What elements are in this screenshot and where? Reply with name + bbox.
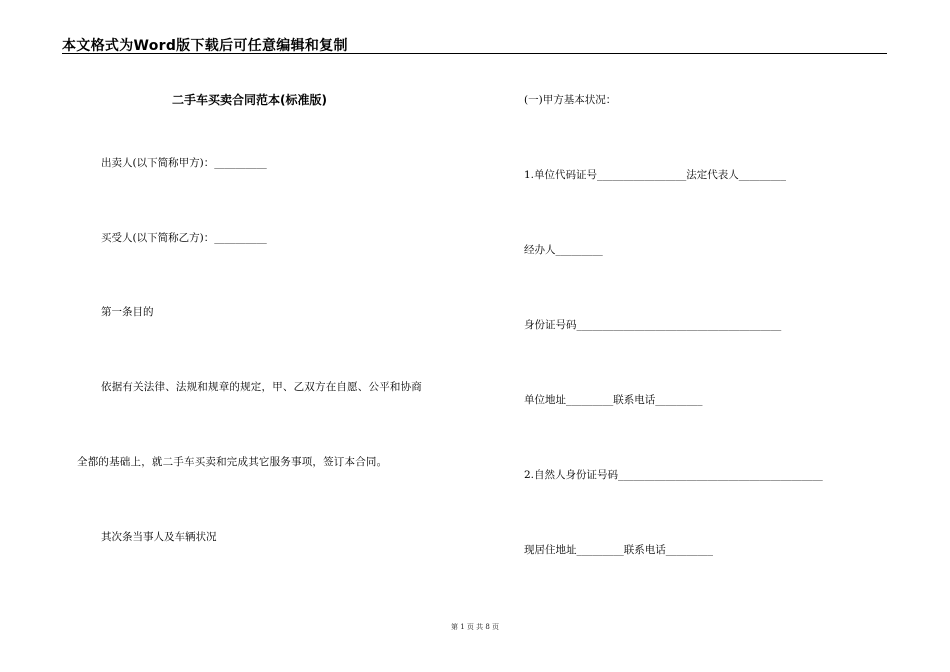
page-footer: 第 1 页 共 8 页 [450, 623, 500, 631]
unit-address-line: 单位地址_________联系电话_________ [524, 394, 703, 406]
natural-person-id-line: 2.自然人身份证号码_______________________________________ [524, 469, 823, 481]
document-title: 二手车买卖合同范本(标准版) [172, 93, 327, 107]
unit-code-line: 1.单位代码证号_________________法定代表人_________ [524, 169, 787, 181]
page-header-text: 本文格式为Word版下载后可任意编辑和复制 [62, 38, 348, 54]
article-one-heading: 第一条目的 [101, 306, 154, 318]
article-one-paragraph-line-2: 全都的基础上，就二手车买卖和完成其它服务事项，签订本合同。 [77, 456, 388, 468]
article-one-paragraph-line-1: 依据有关法律、法规和规章的规定，甲、乙双方在自愿、公平和协商 [101, 381, 422, 393]
buyer-line: 买受人(以下简称乙方)：__________ [101, 232, 267, 244]
id-number-line: 身份证号码_______________________________________ [524, 319, 782, 331]
party-a-basic-info-heading: (一)甲方基本状况： [524, 94, 617, 106]
handler-line: 经办人_________ [524, 244, 603, 256]
article-two-heading: 其次条当事人及车辆状况 [101, 531, 217, 543]
seller-line: 出卖人(以下简称甲方)：__________ [101, 157, 267, 169]
residence-address-line: 现居住地址_________联系电话_________ [524, 544, 713, 556]
header-divider [62, 53, 887, 54]
